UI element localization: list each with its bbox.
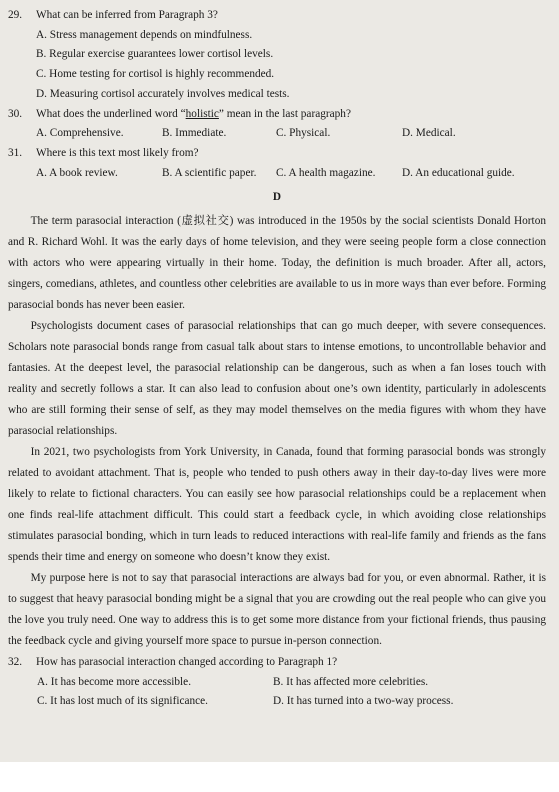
passage-paragraph-4: My purpose here is not to say that parasocial interactions are always bad for you, or even abnormal. Rather, it is to suggest that heavy parasocial bonding might be a signal that you are crowding out the real people who can give you the love you truly need. One way to address this is to get some more distance from your fictional friends, thus pausing the feedback cycle and giving yourself more space to pursue in-person connection.: [8, 572, 546, 648]
question-number: 29.: [8, 9, 23, 21]
question-stem: What does the underlined word “holistic” mean in the last paragraph?: [36, 107, 351, 120]
page-margin: [0, 762, 559, 792]
option-b: B. Regular exercise guarantees lower cortisol levels.: [36, 48, 274, 61]
question-stem: What can be inferred from Paragraph 3?: [36, 9, 218, 21]
options-row: [8, 124, 546, 144]
passage-paragraph-2: Psychologists document cases of parasocial relationships that can go much deeper, with severe consequences. Scholars note parasocial bonds range from casual talk about stars to intense emotions, to uncontrollable behavior and fantasies. At the deepest level, the parasocial relationship can be dangerous, such as when a fan loses touch with reality and secretly follows a star. It can also lead to confusion about one’s own identity, particularly in adolescents who are still forming their sense of self, as they may model themselves on the media figures with whom they have parasocial relationships.: [8, 320, 546, 438]
option-b: B. Immediate.: [162, 127, 227, 140]
option-d: D. Medical.: [402, 127, 456, 140]
option-a: A. Stress management depends on mindfulness.: [36, 28, 253, 41]
question-30: [8, 105, 546, 125]
question-number: 31.: [8, 146, 23, 159]
question-31: [8, 144, 546, 164]
options-row: [8, 673, 546, 693]
question-29: [8, 6, 546, 26]
options-row: [8, 692, 546, 712]
question-stem: How has parasocial interaction changed according to Paragraph 1?: [36, 656, 338, 669]
question-number: 32.: [8, 656, 23, 669]
page-content: [8, 6, 546, 712]
option-b: B. It has affected more celebrities.: [273, 675, 429, 688]
option-d: D. An educational guide.: [402, 166, 515, 179]
option-c: C. It has lost much of its significance.: [37, 695, 208, 708]
option-c: C. Physical.: [276, 127, 331, 140]
option-d: D. It has turned into a two-way process.: [273, 695, 454, 708]
passage-paragraph-3: In 2021, two psychologists from York University, in Canada, found that forming parasocial bonds was strongly related to avoidant attachment. That is, people who tended to push others away in their day-to-day lives were more likely to relate to fictional characters. You can easily see how parasocial relationships could be a replacement when one finds real-life attachment difficult. This could start a feedback cycle, in which avoiding close relationships stimulates parasocial bonding, which in turn leads to reduced interactions with real-life family and friends as the fans spends their time and energy on someone who doesn’t know they exist.: [8, 446, 546, 564]
option-a: A. It has become more accessible.: [37, 675, 192, 688]
option-a: A. Comprehensive.: [36, 127, 124, 140]
option-b: B. A scientific paper.: [162, 166, 257, 179]
option-a: A. A book review.: [36, 166, 118, 179]
passage-paragraph-1: The term parasocial interaction (虚拟社交) was introduced in the 1950s by the social scientists Donald Horton and R. Richard Wohl. It was the early days of home television, and they were seeing people form a close connection with actors who were appearing virtually in their home. Today, the definition is much broader. After all, actors, singers, comedians, athletes, and countless other celebrities are available to us in more ways than ever before. Forming parasocial bonds has never been easier.: [8, 215, 546, 312]
option-c: C. A health magazine.: [276, 166, 376, 179]
option-c: C. Home testing for cortisol is highly recommended.: [36, 68, 275, 81]
options-row: [8, 164, 546, 184]
question-stem: Where is this text most likely from?: [36, 146, 199, 159]
option-d: D. Measuring cortisol accurately involves medical tests.: [36, 87, 290, 100]
question-number: 30.: [8, 107, 23, 120]
question-32: [8, 653, 546, 673]
section-title: D: [272, 191, 282, 204]
